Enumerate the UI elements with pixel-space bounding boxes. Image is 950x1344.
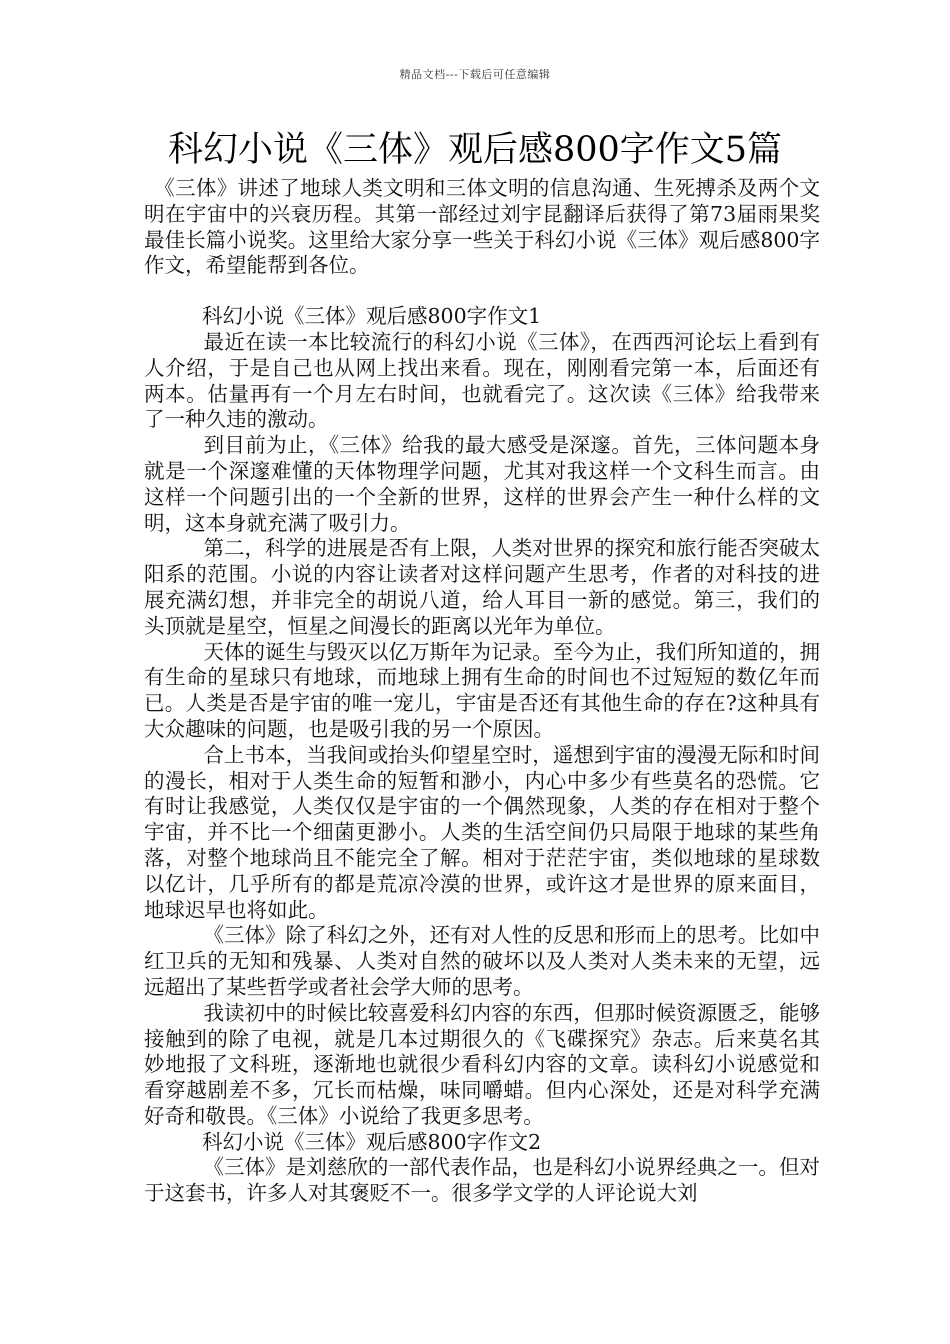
body-paragraph: 第二，科学的进展是否有上限，人类对世界的探究和旅行能否突破太阳系的范围。小说的内容让读者对这样问题产生思考，作者的对科技的进展充满幻想，并非完全的胡说八道，给人耳目一新的感觉。第三，我们的头顶就是星空，恒星之间漫长的距离以光年为单位。 bbox=[144, 536, 820, 638]
body-paragraph: 合上书本，当我间或抬头仰望星空时，遥想到宇宙的漫漫无际和时间的漫长，相对于人类生命的短暂和渺小，内心中多少有些莫名的恐慌。它有时让我感觉，人类仅仅是宇宙的一个偶然现象，人类的存在相对于整个宇宙，并不比一个细菌更渺小。人类的生活空间仍只局限于地球的某些角落，对整个地球尚且不能完全了解。相对于茫茫宇宙，类似地球的星球数以亿计，几乎所有的都是荒凉冷漠的世界，或许这才是世界的原来面目，地球迟早也将如此。 bbox=[144, 742, 820, 922]
intro-paragraph: 《三体》讲述了地球人类文明和三体文明的信息沟通、生死搏杀及两个文明在宇宙中的兴衰历程。其第一部经过刘宇昆翻译后获得了第73届雨果奖最佳长篇小说奖。这里给大家分享一些关于科幻小说《三体》观后感800字作文，希望能帮到各位。 bbox=[144, 176, 820, 278]
document-body bbox=[144, 176, 820, 1207]
document-title: 科幻小说《三体》观后感800字作文5篇 bbox=[167, 130, 783, 170]
body-paragraph: 《三体》除了科幻之外，还有对人性的反思和形而上的思考。比如中红卫兵的无知和残暴、人类对自然的破坏以及人类对人类未来的无望，远远超出了某些哲学或者社会学大师的思考。 bbox=[144, 923, 820, 999]
section-heading: 科幻小说《三体》观后感800字作文1 bbox=[202, 304, 542, 329]
page-header: 精品文档---下载后可任意编辑 bbox=[399, 68, 551, 81]
essay-section-1 bbox=[144, 304, 820, 1130]
section-heading: 科幻小说《三体》观后感800字作文2 bbox=[202, 1129, 542, 1154]
body-paragraph: 天体的诞生与毁灭以亿万斯年为记录。至今为止，我们所知道的，拥有生命的星球只有地球，而地球上拥有生命的时间也不过短短的数亿年而已。人类是否是宇宙的唯一宠儿，宇宙是否还有其他生命的存在?这种具有大众趣味的问题，也是吸引我的另一个原因。 bbox=[144, 639, 820, 741]
body-paragraph: 《三体》是刘慈欣的一部代表作品，也是科幻小说界经典之一。但对于这套书，许多人对其褒贬不一。很多学文学的人评论说大刘 bbox=[144, 1155, 820, 1206]
essay-section-2 bbox=[144, 1130, 820, 1207]
body-paragraph: 到目前为止，《三体》给我的最大感受是深邃。首先，三体问题本身就是一个深邃难懂的天体物理学问题，尤其对我这样一个文科生而言。由这样一个问题引出的一个全新的世界，这样的世界会产生一种什么样的文明，这本身就充满了吸引力。 bbox=[144, 433, 820, 535]
body-paragraph: 最近在读一本比较流行的科幻小说《三体》，在西西河论坛上看到有人介绍，于是自己也从网上找出来看。现在，刚刚看完第一本，后面还有两本。估量再有一个月左右时间，也就看完了。这次读《三体》给我带来了一种久违的激动。 bbox=[144, 329, 820, 432]
paragraph-spacer bbox=[144, 279, 820, 304]
body-paragraph: 我读初中的时候比较喜爱科幻内容的东西，但那时候资源匮乏，能够接触到的除了电视，就是几本过期很久的《飞碟探究》杂志。后来莫名其妙地报了文科班，逐渐地也就很少看科幻内容的文章。读科幻小说感觉和看穿越剧差不多，冗长而枯燥，味同嚼蜡。但内心深处，还是对科学充满好奇和敬畏。《三体》小说给了我更多思考。 bbox=[144, 1000, 820, 1128]
